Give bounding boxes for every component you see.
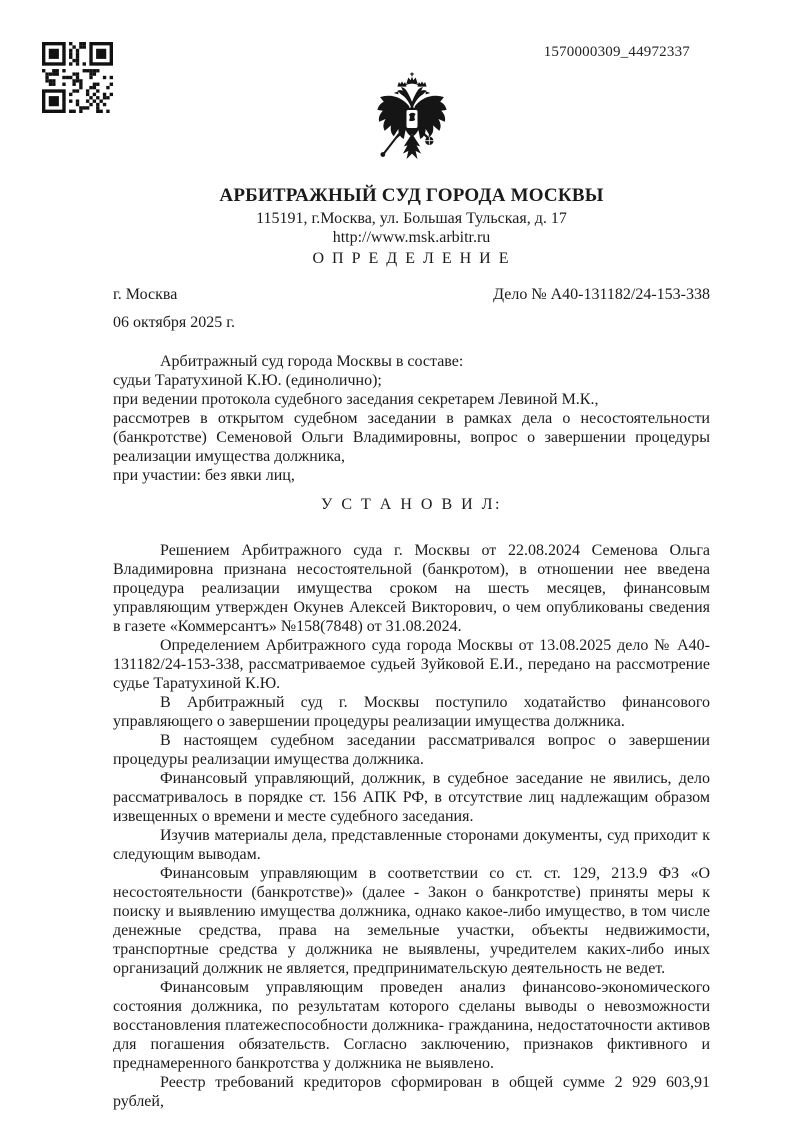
court-address: 115191, г.Москва, ул. Большая Тульская, д. 17 [256, 210, 567, 227]
body-paragraph: Финансовый управляющий, должник, в судебное заседание не явились, дело рассматривалось в порядке ст. 156 АПК РФ, в отсутствие лиц надлежащим образом извещенных о времени и месте судебного заседания. [113, 770, 710, 825]
intro-line: при ведении протокола судебного заседания секретарем Левиной М.К., [113, 391, 599, 408]
case-info-row [113, 285, 710, 304]
intro-line: при участии: без явки лиц, [113, 467, 295, 484]
document-id: 1570000309_44972337 [543, 44, 690, 60]
case-number: Дело № А40-131182/24-153-338 [493, 286, 710, 303]
body-paragraph: Финансовым управляющим в соответствии со ст. ст. 129, 213.9 ФЗ «О несостоятельности (банкротстве)» (далее - Закон о банкротстве) приняты меры к поиску и выявлению имущества должника, однако какое-либо имущество, в том числе денежные средства, права на земельные участки, объекты недвижимости, транспортные средства у должника не выявлены, учредителем каких-либо иных организаций должник не является, предпринимательскую деятельность не ведет. [113, 865, 710, 977]
body-paragraph: Реестр требований кредиторов сформирован в общей сумме 2 929 603,91 рублей, [113, 1074, 710, 1110]
ruling-text [113, 541, 710, 1111]
russian-coat-of-arms-icon [113, 72, 710, 166]
document-type-heading: О П Р Е Д Е Л Е Н И Е [312, 250, 511, 267]
body-paragraph: Определением Арбитражного суда города Москвы от 13.08.2025 дело № А40-131182/24-153-338, рассматриваемое судьей Зуйковой Е.И., передано на рассмотрение судье Таратухиной К.Ю. [113, 637, 710, 692]
body-paragraph: Изучив материалы дела, представленные сторонами документы, суд приходит к следующим выводам. [113, 827, 710, 863]
body-paragraph: В настоящем судебном заседании рассматривался вопрос о завершении процедуры реализации имущества должника. [113, 732, 710, 768]
court-name: АРБИТРАЖНЫЙ СУД ГОРОДА МОСКВЫ [219, 185, 604, 206]
body-paragraph: Решением Арбитражного суда г. Москвы от 22.08.2024 Семенова Ольга Владимировна признана несостоятельной (банкротом), в отношении нее введена процедура реализации имущества сроком на шесть месяцев, финансовым управляющим утвержден Окунев Алексей Викторович, о чем опубликованы сведения в газете «Коммерсантъ» №158(7848) от 31.08.2024. [113, 542, 710, 635]
document-body [113, 0, 710, 1111]
court-composition-block [113, 352, 710, 485]
body-paragraph: Финансовым управляющим проведен анализ финансово-экономического состояния должника, по результатам которого сделаны выводы о невозможности восстановления платежеспособности должника- гражданина, недостаточности активов для погашения обязательств. Согласно заключению, признаков фиктивного и преднамеренного банкротства у должника не выявлено. [113, 979, 710, 1072]
body-paragraph: В Арбитражный суд г. Москвы поступило ходатайство финансового управляющего о завершении процедуры реализации имущества должника. [113, 694, 710, 730]
ruling-heading: У С Т А Н О В И Л: [321, 496, 502, 513]
city-label: г. Москва [113, 286, 178, 303]
document-date: 06 октября 2025 г. [113, 314, 235, 331]
intro-line: судьи Таратухиной К.Ю. (единолично); [113, 372, 382, 389]
intro-line: Арбитражный суд города Москвы в составе: [160, 353, 464, 370]
court-website: http://www.msk.arbitr.ru [332, 229, 491, 246]
intro-line: рассмотрев в открытом судебном заседании в рамках дела о несостоятельности (банкротстве) Семеновой Ольги Владимировны, вопрос о завершении процедуры реализации имущества должника, [113, 410, 710, 465]
qr-code-icon [42, 42, 113, 113]
